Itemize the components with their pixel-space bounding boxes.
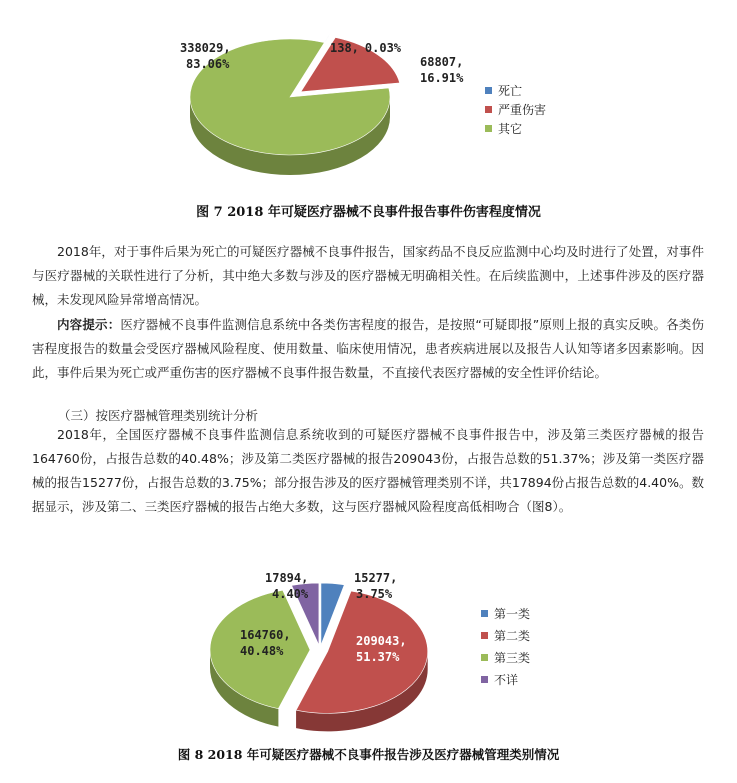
fig8-legend-swatch-class1 bbox=[481, 610, 488, 617]
paragraph-management-class-text: 2018年，全国医疗器械不良事件监测信息系统收到的可疑医疗器械不良事件报告中，涉及第三类医疗器械的报告164760份，占报告总数的40.48%；涉及第二类医疗器械的报告209043份，占报告总数的51.37%；涉及第一类医疗器械的报告15277份，占报告总数的3.75%；部分报告涉及的医疗器械管理类别不详，共17894份占报告总数的4.40%。数据显示，涉及第二、三类医疗器械的报告占绝大多数，这与医疗器械风险程度高低相吻合（图8）。 bbox=[32, 427, 704, 514]
fig7-legend-death: 死亡 bbox=[498, 84, 523, 98]
fig8-label-class1-count: 15277, bbox=[354, 571, 398, 585]
fig8-label-class2-pct: 51.37% bbox=[356, 650, 400, 664]
fig8-label-class3-pct: 40.48% bbox=[240, 644, 284, 658]
fig7-legend-serious: 严重伤害 bbox=[498, 103, 547, 117]
fig8-label-unknown-pct: 4.40% bbox=[272, 587, 309, 601]
fig8-label-unknown-count: 17894, bbox=[265, 571, 309, 585]
fig8-label-class1-pct: 3.75% bbox=[356, 587, 393, 601]
figure8-caption: 图 8 2018 年可疑医疗器械不良事件报告涉及医疗器械管理类别情况 bbox=[177, 747, 560, 762]
content-tip-text bbox=[32, 313, 704, 385]
fig8-legend-swatch-class3 bbox=[481, 654, 488, 661]
fig7-label-death-pct: 0.03% bbox=[364, 41, 402, 55]
paragraph-management-class bbox=[32, 423, 704, 519]
paragraph-death-events bbox=[32, 240, 704, 312]
figure7-pie bbox=[190, 35, 400, 175]
fig8-legend-swatch-class2 bbox=[481, 632, 488, 639]
fig7-legend-other: 其它 bbox=[498, 122, 523, 136]
fig8-label-class2-count: 209043, bbox=[356, 634, 407, 648]
fig7-legend-swatch-death bbox=[485, 87, 492, 94]
fig7-label-serious-pct: 16.91% bbox=[420, 71, 464, 85]
content-tip-label: 内容提示： bbox=[57, 317, 121, 332]
content-tip bbox=[32, 313, 704, 385]
fig8-label-class3-count: 164760, bbox=[240, 628, 291, 642]
fig8-legend-class1: 第一类 bbox=[494, 607, 531, 621]
section-heading: （三）按医疗器械管理类别统计分析 bbox=[58, 408, 259, 423]
content-tip-body: 医疗器械不良事件监测信息系统中各类伤害程度的报告，是按照“可疑即报”原则上报的真实反映。各类伤害程度报告的数量会受医疗器械风险程度、使用数量、临床使用情况，患者疾病进展以及报告人认知等诸多因素影响。因此，事件后果为死亡或严重伤害的医疗器械不良事件报告数量，不直接代表医疗器械的安全性评价结论。 bbox=[32, 317, 704, 380]
fig7-label-other-pct: 83.06% bbox=[186, 57, 230, 71]
fig8-legend-class2: 第二类 bbox=[494, 629, 531, 643]
fig7-label-death bbox=[330, 41, 402, 55]
paragraph-death-events-text: 2018年，对于事件后果为死亡的可疑医疗器械不良事件报告，国家药品不良反应监测中心均及时进行了处置，对事件与医疗器械的关联性进行了分析，其中绝大多数与涉及的医疗器械无明确相关性。在后续监测中，上述事件涉及的医疗器械，未发现风险异常增高情况。 bbox=[32, 244, 704, 307]
fig7-label-other-count: 338029, bbox=[180, 41, 231, 55]
fig8-legend-class3: 第三类 bbox=[494, 651, 531, 665]
fig7-label-serious-count: 68807, bbox=[420, 55, 464, 69]
fig7-label-death-count: 138, bbox=[330, 41, 359, 55]
fig8-legend bbox=[481, 606, 530, 687]
fig7-legend bbox=[485, 84, 546, 136]
fig7-legend-swatch-other bbox=[485, 125, 492, 132]
figure7-caption: 图 7 2018 年可疑医疗器械不良事件报告事件伤害程度情况 bbox=[196, 205, 541, 220]
fig8-legend-unknown: 不详 bbox=[494, 673, 519, 687]
fig7-legend-swatch-serious bbox=[485, 106, 492, 113]
fig8-legend-swatch-unknown bbox=[481, 676, 488, 683]
